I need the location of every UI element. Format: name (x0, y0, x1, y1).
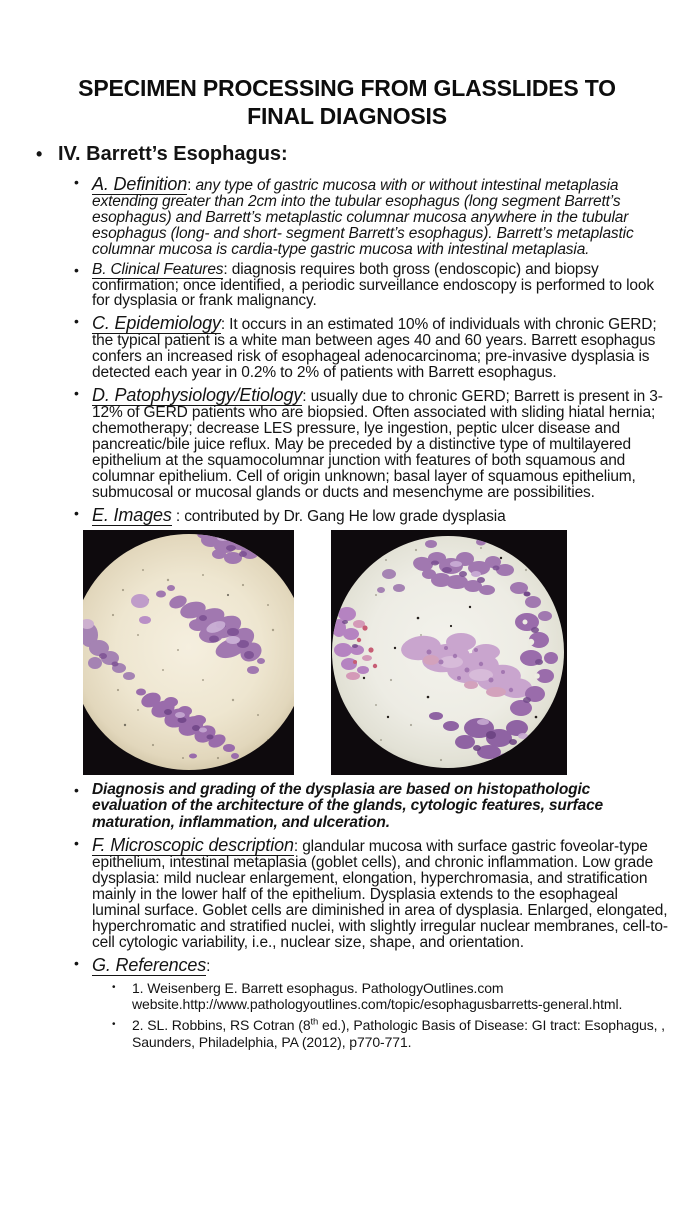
clinical-features-text: diagnosis requires both gross (endoscopic) and biopsy confirmation; once identified, a periodic surveillance endoscopy is performed to look for dysplasia or frank malignancy. (92, 260, 654, 310)
bullet-icon (74, 782, 92, 832)
barretts-biopsy-micrograph-2 (331, 530, 567, 775)
references-list (112, 980, 666, 1050)
bullet-icon (112, 980, 132, 1013)
slide-title: SPECIMEN PROCESSING FROM GLASSLIDES TO FINAL DIAGNOSIS (78, 75, 616, 129)
pathophysiology-colon: : (302, 388, 307, 406)
reference-2-superscript: th (310, 1016, 319, 1028)
clinical-features-label: B. Clinical Features (92, 260, 224, 278)
reference-item-2 (112, 1017, 666, 1050)
section-microscopic-description (74, 835, 668, 950)
microscopic-description-colon: : (293, 838, 299, 856)
reference-1-text: 1. Weisenberg E. Barrett esophagus. PathologyOutlines.com website.http://www.pathologyoutlines.com/topic/esophagusbarretts-general.html. (132, 979, 623, 1013)
bullet-icon (74, 313, 92, 381)
pathophysiology-text: usually due to chronic GERD; Barrett is present in 3-12% of GERD patients who are biopsied. Often associated with sliding hiatal hernia; chemotherapy; decrease LES pressure, lye ingestion, peptic ulcer disease and pancreatic/bile juice reflux. May be preceded by a distinctive type of multilayered epithelium at the squamocolumnar junction with features of both squamous and columnar epithelium. Cell of origin unknown; basal layer of squamous epithelium, submucosal or mucosal glands or ducts and mesenchyme are possibilities. (92, 388, 663, 501)
references-label: G. References (92, 954, 207, 975)
definition-text: any type of gastric mucosa with or without intestinal metaplasia extending greater than 2cm into the tubular esophagus (long segment Barrett’s esophagus) and Barrett’s metaplastic columnar mucosa anywhere in the tubular esophagus (long- and short- segment Barrett’s esophagus). Barrett’s metaplastic columnar mucosa is cardia-type gastric mucosa with intestinal metaplasia. (92, 177, 634, 258)
section-epidemiology (74, 313, 668, 381)
barretts-biopsy-micrograph-1 (83, 530, 294, 775)
images-colon: : (171, 507, 181, 525)
reference-item-1 (112, 980, 666, 1013)
images-text: contributed by Dr. Gang He low grade dysplasia (184, 507, 506, 525)
reference-2-post: ed.), Pathologic Basis of Disease: GI tract: Esophagus, , Saunders, Philadelphia, PA (2012), p770-771. (132, 1017, 665, 1050)
microscopic-description-text: glandular mucosa with surface gastric foveolar-type epithelium, intestinal metaplasia (goblet cells), and chronic inflammation. Low grade dysplasia: mild nuclear enlargement, elongation, hyperchromasia, and stratification mainly in the lower half of the epithelium. Dysplasia extends to the esophageal luminal surface. Goblet cells are diminished in area of dysplasia. Enlarged, elongated, hyperchromatic and stratified nuclei, with slightly irregular nuclear membranes, cell-to-cell cytologic variability, i.e., nuclear size, shape, and orientation. (92, 838, 668, 951)
section-definition (74, 174, 668, 258)
section-images (74, 505, 668, 525)
epidemiology-label: C. Epidemiology (92, 313, 221, 334)
definition-colon: : (187, 177, 192, 194)
bullet-icon (112, 1017, 132, 1050)
section-references (74, 955, 668, 975)
bullet-icon (74, 835, 92, 950)
clinical-features-colon: : (223, 260, 228, 278)
reference-2-text (132, 1017, 666, 1050)
bullet-icon (74, 505, 92, 525)
bullet-icon (74, 955, 92, 975)
epidemiology-text: It occurs in an estimated 10% of individuals with chronic GERD; the typical patient is a white man between ages 40 and 60 years. Barrett esophagus confers an increased risk of esophageal adenocarcinoma; pre-invasive dysplasia is detected each year in 0.2% to 2% of patients with Barrett esophagus. (92, 316, 657, 382)
section-clinical-features (74, 262, 668, 310)
micrograph-row (83, 530, 694, 775)
images-label: E. Images (92, 504, 172, 525)
bullet-icon (36, 142, 58, 166)
references-colon: : (206, 957, 211, 975)
bullet-icon (74, 385, 92, 500)
microscopic-description-label: F. Microscopic description (92, 835, 294, 856)
epidemiology-colon: : (220, 316, 225, 334)
section-pathophysiology (74, 385, 668, 500)
note-diagnosis-grading (74, 782, 668, 832)
pathophysiology-label: D. Patophysiology/Etiology (92, 385, 303, 406)
heading-barretts-esophagus (36, 142, 694, 166)
bullet-icon (74, 174, 92, 258)
bullet-icon (74, 262, 92, 310)
reference-2-pre: 2. SL. Robbins, RS Cotran (8 (132, 1017, 311, 1034)
heading-text: IV. Barrett’s Esophagus: (58, 143, 288, 165)
note-text: Diagnosis and grading of the dysplasia are based on histopathologic evaluation of the architecture of the glands, cytologic features, surface maturation, inflammation, and ulceration. (92, 780, 604, 831)
definition-label: A. Definition (92, 174, 188, 194)
